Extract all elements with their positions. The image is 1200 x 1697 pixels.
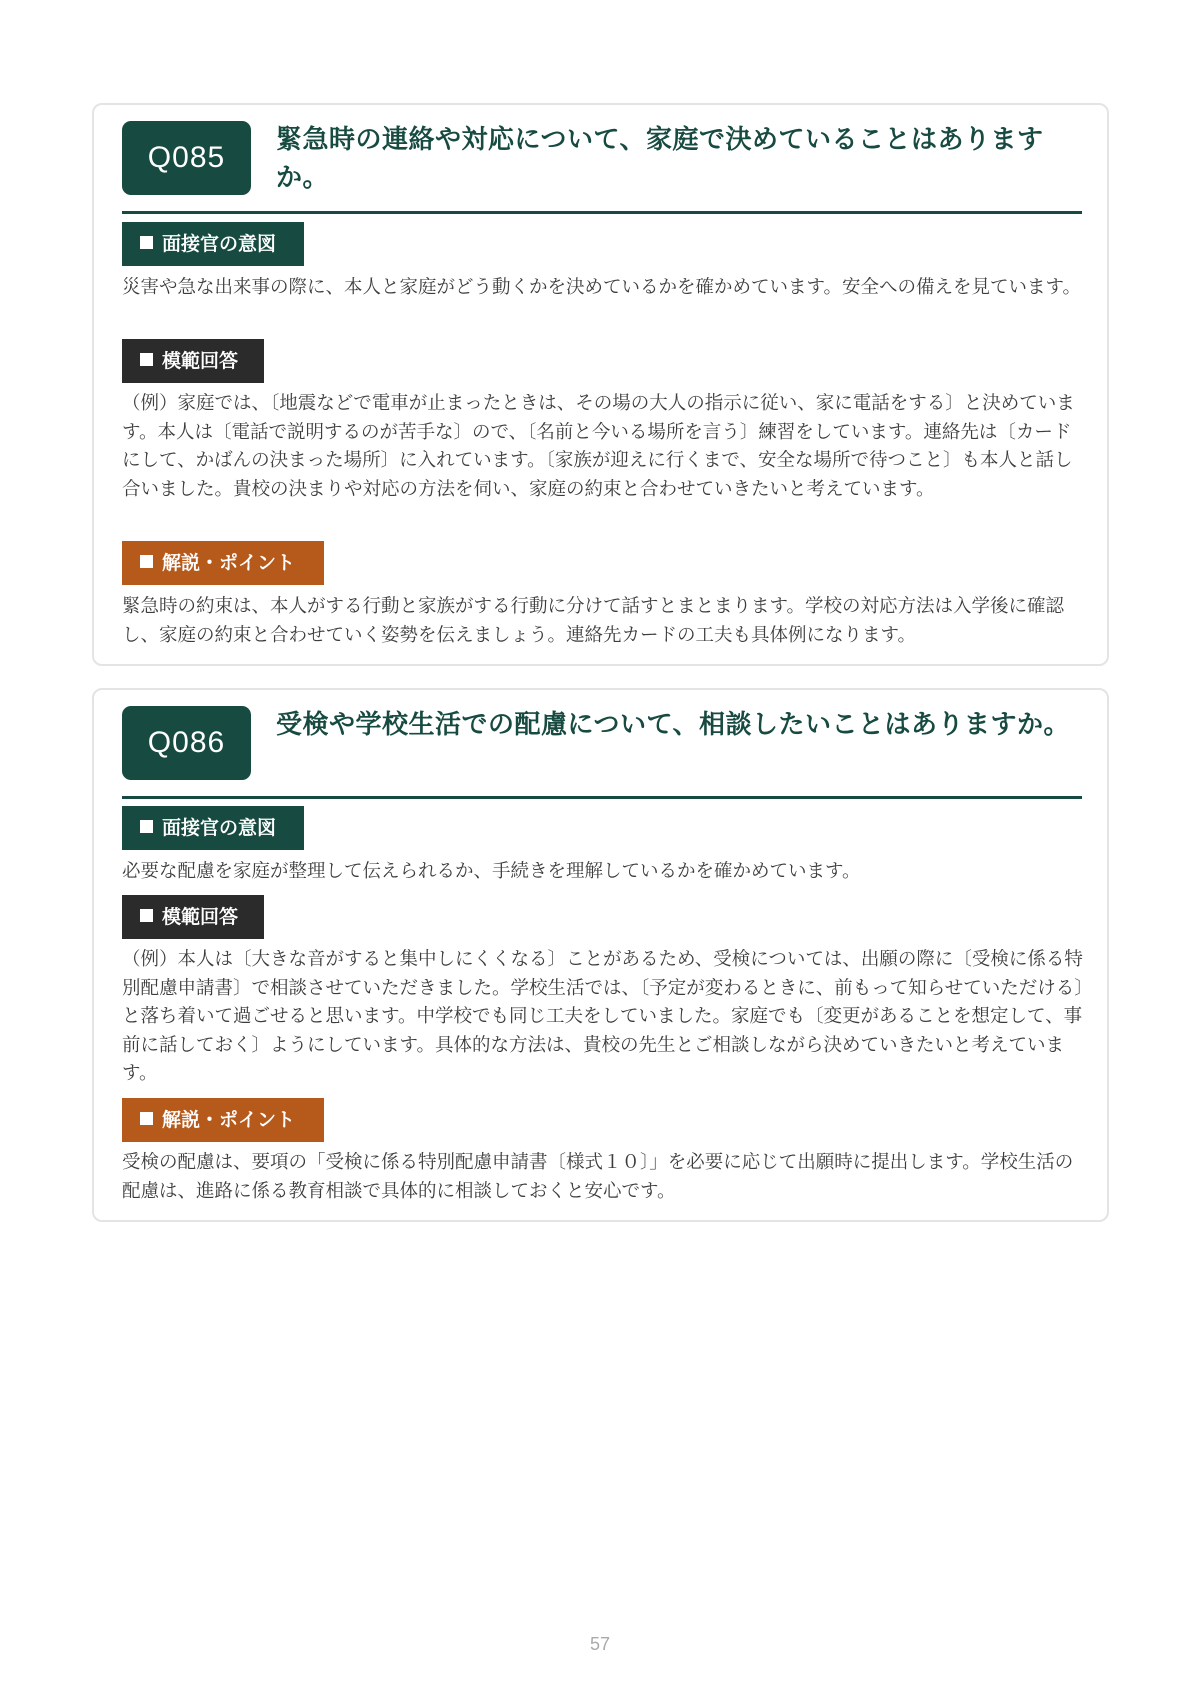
question-text: 受検や学校生活での配慮について、相談したいことはありますか。 <box>276 710 1070 740</box>
model-answer-label <box>122 339 264 383</box>
point-label-text: 解説・ポイント <box>162 1109 296 1131</box>
intent-label-text: 面接官の意図 <box>162 817 277 839</box>
question-card <box>92 103 1109 666</box>
intent-text: 災害や急な出来事の際に、本人と家庭がどう動くかを決めているかを確かめています。安全への備えを見ています。 <box>122 277 1082 298</box>
square-bullet-icon <box>140 353 153 366</box>
question-text: 緊急時の連絡や対応について、家庭で決めていることはありますか。 <box>276 125 1044 193</box>
model-answer-text: （例）家庭では、〔地震などで電車が止まったときは、その場の大人の指示に従い、家に電話をする〕と決めています。本人は〔電話で説明するのが苦手な〕ので、〔名前と今いる場所を言う〕練習をしています。連絡先は〔カードにして、かばんの決まった場所〕に入れています。〔家族が迎えに行くまで、安全な場所で待つこと〕も本人と話し合いました。貴校の決まりや対応の方法を伺い、家庭の約束と合わせていきたいと考えています。 <box>122 393 1075 500</box>
square-bullet-icon <box>140 236 153 249</box>
point-text: 受検の配慮は、要項の「受検に係る特別配慮申請書〔様式１０〕」を必要に応じて出願時に提出します。学校生活の配慮は、進路に係る教育相談で具体的に相談しておくと安心です。 <box>122 1152 1074 1202</box>
intent-text: 必要な配慮を家庭が整理して伝えられるか、手続きを理解しているかを確かめています。 <box>122 861 861 882</box>
model-answer-label-text: 模範回答 <box>162 350 239 372</box>
square-bullet-icon <box>140 909 153 922</box>
question-number-badge: Q086 <box>122 706 251 780</box>
point-label <box>122 541 324 585</box>
question-card <box>92 688 1109 1222</box>
point-label <box>122 1098 324 1142</box>
intent-label-text: 面接官の意図 <box>162 233 277 255</box>
point-text: 緊急時の約束は、本人がする行動と家族がする行動に分けて話すとまとまります。学校の対応方法は入学後に確認し、家庭の約束と合わせていく姿勢を伝えましょう。連絡先カードの工夫も具体例になります。 <box>122 596 1065 646</box>
question-header <box>122 121 1082 214</box>
question-header <box>122 706 1082 799</box>
question-number-badge: Q085 <box>122 121 251 195</box>
model-answer-label <box>122 895 264 939</box>
model-answer-label-text: 模範回答 <box>162 906 239 928</box>
point-label-text: 解説・ポイント <box>162 552 296 574</box>
square-bullet-icon <box>140 1112 153 1125</box>
square-bullet-icon <box>140 555 153 568</box>
page-number: 57 <box>589 1634 611 1654</box>
intent-label <box>122 222 304 266</box>
intent-label <box>122 806 304 850</box>
square-bullet-icon <box>140 820 153 833</box>
model-answer-text: （例）本人は〔大きな音がすると集中しにくくなる〕ことがあるため、受検については、出願の際に〔受検に係る特別配慮申請書〕で相談させていただきました。学校生活では、〔予定が変わるときに、前もって知らせていただける〕と落ち着いて過ごせると思います。中学校でも同じ工夫をしていました。家庭でも〔変更があることを想定して、事前に話しておく〕ようにしています。具体的な方法は、貴校の先生とご相談しながら決めていきたいと考えています。 <box>122 949 1084 1084</box>
